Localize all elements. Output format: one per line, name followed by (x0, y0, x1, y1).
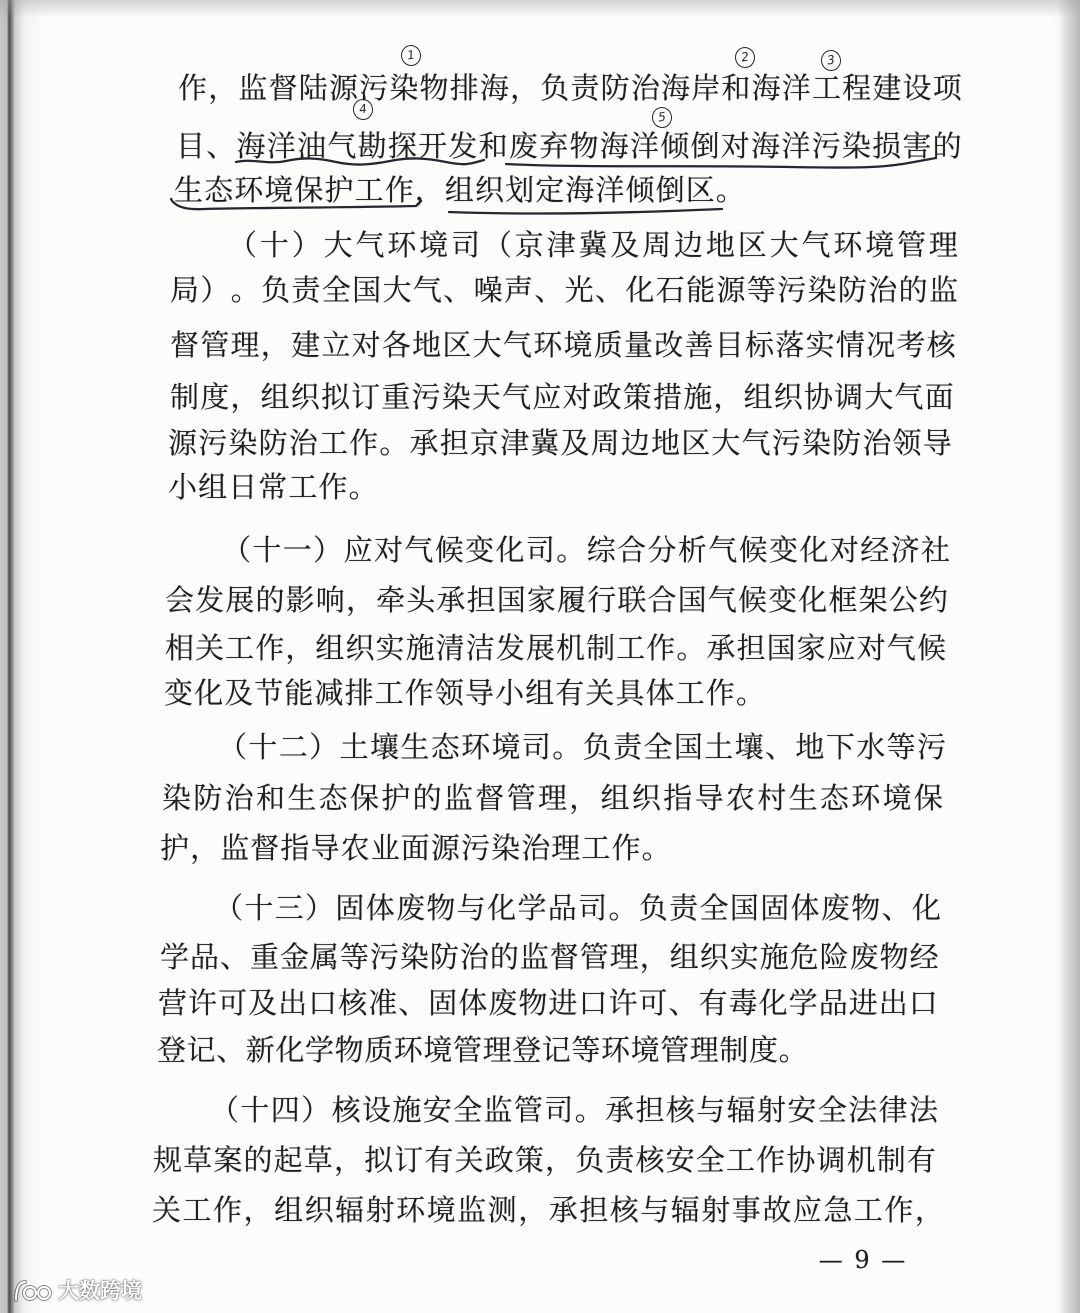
section-14-line-2: 规 草 案 的 起 草 ， 拟 订 有 关 政 策 ， 负 责 核 安 全 工 作 协 调 机 制 有 (153, 1143, 936, 1177)
section-14-line-3: 关 工 作 ， 组 织 辐 射 环 境 监 测 ， 承 担 核 与 辐 射 事 故 应 急 工 作 ， (152, 1193, 944, 1227)
handwritten-underlines (0, 0, 1080, 260)
section-10-line-4: 制 度 ， 组 织 拟 订 重 污 染 天 气 应 对 政 策 措 施 ， 组 织 协 调 大 气 面 (170, 380, 954, 414)
section-12-line-1: （ 十 二 ） 土 壤 生 态 环 境 司 。 负 责 全 国 土 壤 、 地 下 水 等 污 (218, 730, 946, 764)
section-10-line-1: （ 十 ） 大 气 环 境 司 （ 京 津 冀 及 周 边 地 区 大 气 环 境 管 理 (228, 228, 958, 262)
section-13-line-2: 学 品 、 重 金 属 等 污 染 防 治 的 监 督 管 理 ， 组 织 实 施 危 险 废 物 经 (160, 940, 939, 974)
watermark-logo (10, 1278, 54, 1304)
section-11-line-2: 会 发 展 的 影 响 ， 牵 头 承 担 国 家 履 行 联 合 国 气 候 变 化 框 架 公 约 (165, 583, 948, 617)
watermark-text: 大数跨境 (58, 1279, 142, 1303)
section-10-line-2: 局 ） 。 负 责 全 国 大 气 、 噪 声 、 光 、 化 石 能 源 等 污 染 防 治 的 监 (170, 273, 958, 307)
underline-waste-dumping (506, 158, 936, 168)
page-number: — 9 — (818, 1246, 908, 1274)
circled-annotation-1: 1 (400, 44, 423, 68)
section-10-line-6: 小组日常工作。 (168, 470, 379, 504)
section-13-line-1: （ 十 三 ） 固 体 废 物 与 化 学 品 司 。 负 责 全 国 固 体 废 物 、 化 (214, 891, 941, 925)
section-11-line-3: 相 关 工 作 ， 组 织 实 施 清 洁 发 展 机 制 工 作 。 承 担 国 家 应 对 气 候 (165, 631, 946, 665)
underline-oil-gas-exploration (236, 158, 484, 164)
section-14-line-1: （ 十 四 ） 核 设 施 安 全 监 管 司 。 承 担 核 与 辐 射 安 全 法 律 法 (210, 1093, 938, 1127)
watermark (10, 1276, 160, 1306)
section-12-line-2: 染 防 治 和 生 态 保 护 的 监 督 管 理 ， 组 织 指 导 农 村 生 态 环 境 保 (162, 781, 943, 815)
circled-annotation-5: 5 (651, 106, 674, 130)
section-10-line-5: 源 污 染 防 治 工 作 。 承 担 京 津 冀 及 周 边 地 区 大 气 污 染 防 治 领 导 (168, 426, 952, 460)
continuation-line-3: 生态环境保护工作，组织划定海洋倾倒区。 (174, 173, 746, 207)
underline-dumping-zone (449, 209, 722, 213)
circled-annotation-4: 4 (352, 98, 375, 122)
section-13-line-3: 营 许 可 及 出 口 核 准 、 固 体 废 物 进 口 许 可 、 有 毒 化 学 品 进 出 口 (158, 986, 938, 1020)
continuation-line-2: 目 、 海 洋 油 气 勘 探 开 发 和 废 弃 物 海 洋 倾 倒 对 海 洋 污 染 损 害 的 (176, 129, 962, 163)
underline-eco-protection (171, 199, 421, 209)
section-10-line-3: 督 管 理 ， 建 立 对 各 地 区 大 气 环 境 质 量 改 善 目 标 落 实 情 况 考 核 (170, 328, 956, 362)
circled-annotation-3: 3 (820, 49, 843, 73)
section-13-line-4: 登记、新化学物质环境管理登记等环境管理制度。 (157, 1033, 809, 1067)
circled-annotation-2: 2 (734, 46, 757, 70)
section-12-line-3: 护，监督指导农业面源污染治理工作。 (160, 831, 672, 865)
section-11-line-4: 变化及节能减排工作领导小组有关具体工作。 (164, 676, 767, 710)
section-11-line-1: （ 十 一 ） 应 对 气 候 变 化 司 。 综 合 分 析 气 候 变 化 对 经 济 社 (222, 533, 950, 567)
continuation-line-1: 作 ， 监 督 陆 源 污 染 物 排 海 ， 负 责 防 治 海 岸 和 海 洋 工 程 建 设 项 (178, 71, 962, 105)
